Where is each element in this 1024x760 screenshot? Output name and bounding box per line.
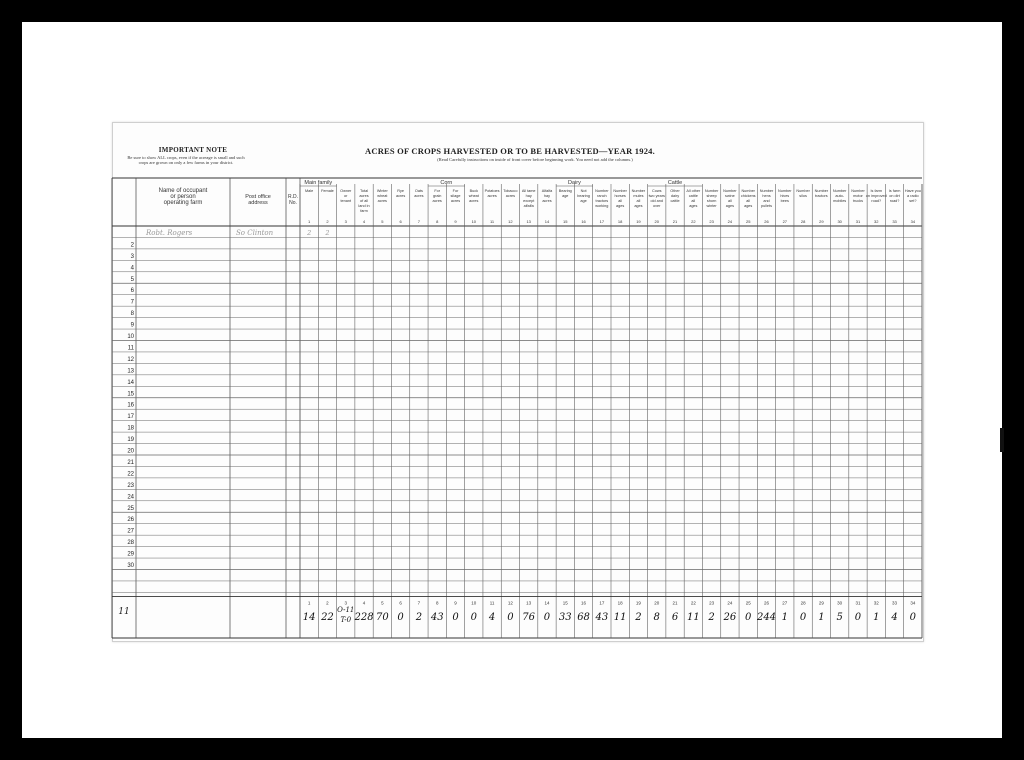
column-header-label: mules — [633, 194, 644, 198]
row-number: 13 — [127, 368, 134, 375]
row-number: 11 — [127, 345, 134, 352]
column-header-label: Alfalfa — [541, 189, 553, 193]
column-header-label: on dirt — [889, 194, 900, 198]
totals-value: 8 — [653, 612, 660, 623]
totals-column-number: 17 — [599, 600, 605, 606]
column-header-label: Bearing — [558, 189, 572, 193]
totals-column-number: 25 — [745, 600, 751, 606]
column-header-label: Number — [613, 189, 627, 193]
column-header-label: acres — [414, 194, 424, 198]
totals-value: 6 — [671, 612, 679, 623]
column-number: 16 — [581, 219, 586, 224]
column-header-label: Not — [580, 189, 587, 193]
column-header-label: ages — [725, 204, 735, 208]
column-header-label: hay — [525, 194, 532, 198]
column-number: 17 — [599, 219, 605, 224]
totals-value: 1 — [873, 612, 880, 623]
column-header-label: bearing — [577, 194, 590, 198]
column-header-label: cattle — [670, 199, 680, 203]
column-number: 33 — [892, 219, 897, 224]
name-header: or person — [170, 194, 196, 200]
column-header-label: trucks — [852, 199, 864, 203]
column-number: 19 — [636, 219, 641, 224]
column-header-label: tenant — [340, 199, 352, 203]
totals-column-number: 20 — [654, 600, 660, 606]
column-number: 9 — [454, 219, 457, 224]
totals-column-number: 3 — [344, 600, 347, 606]
column-header-label: bees — [780, 199, 789, 203]
column-header-label: acres — [395, 194, 406, 198]
column-number: 27 — [782, 219, 788, 224]
column-number: 18 — [617, 219, 623, 224]
totals-value: 0 — [745, 612, 752, 623]
column-number: 7 — [417, 219, 421, 224]
column-header-label: ages — [689, 204, 698, 208]
totals-value: 228 — [354, 612, 374, 623]
totals-column-number: 33 — [892, 600, 898, 606]
column-header-label: Owner — [340, 189, 352, 193]
column-header-label: For — [434, 189, 441, 193]
column-number: 12 — [508, 219, 513, 224]
totals-column-number: 22 — [690, 600, 696, 606]
column-number: 10 — [471, 219, 477, 224]
important-note-title: IMPORTANT NOTE — [158, 146, 228, 154]
totals-value: T-0 — [340, 616, 352, 624]
column-header-label: winter — [706, 204, 717, 208]
column-number: 4 — [362, 219, 366, 224]
column-number: 30 — [837, 219, 842, 224]
row-number: 5 — [130, 276, 134, 283]
column-header-label: chickens — [740, 194, 756, 198]
totals-value: 0 — [799, 612, 807, 623]
film-edge-mark — [1000, 428, 1004, 452]
row-number: 4 — [130, 265, 134, 272]
totals-value: 11 — [613, 612, 627, 623]
totals-value: 70 — [375, 612, 389, 623]
column-number: 13 — [526, 219, 531, 224]
column-header-label: all — [636, 199, 641, 203]
column-number: 26 — [764, 219, 769, 224]
column-header-label: on improved — [865, 194, 887, 198]
totals-column-number: 19 — [635, 600, 641, 606]
column-header-label: hives — [780, 194, 790, 198]
column-header-label: two years — [648, 194, 665, 198]
name-header: operating farm — [163, 200, 203, 206]
totals-column-number: 7 — [417, 600, 421, 606]
column-number: 31 — [855, 219, 861, 224]
totals-value: 68 — [577, 612, 590, 623]
totals-column-number: 8 — [435, 600, 439, 606]
totals-value: 0 — [507, 612, 514, 623]
column-number: 6 — [399, 219, 402, 224]
important-note-text: Be sure to show ALL crops, even if the acreage is small and such crops are grown on only a few farms in your district. — [127, 155, 245, 165]
totals-value: 22 — [321, 612, 334, 623]
column-header-label: Other — [670, 189, 680, 193]
row-number: 26 — [127, 517, 134, 524]
column-header-label: silage — [450, 194, 461, 198]
column-number: 15 — [563, 219, 568, 224]
first-row-address: So Clinton — [236, 228, 274, 237]
form-subtitle: (Read Carefully instructions on inside of front cover before beginning work. You need not add the columns.) — [437, 157, 633, 162]
column-header-label: Number — [759, 189, 774, 193]
column-header-label: wheat — [377, 194, 388, 198]
column-header-label: wheat — [468, 194, 479, 198]
totals-column-number: 5 — [381, 600, 384, 606]
column-header-label: set? — [909, 199, 917, 203]
group-cattle: Cattle — [667, 180, 683, 186]
totals-column-number: 34 — [910, 600, 916, 606]
totals-value: 11 — [686, 612, 700, 623]
column-header-label: all — [728, 199, 732, 203]
row-number: 25 — [127, 505, 134, 512]
column-header-label: Oats — [414, 189, 423, 193]
group-corn: Corn — [440, 180, 453, 186]
row-number: 14 — [127, 379, 134, 386]
column-header-label: Male — [305, 189, 314, 193]
column-header-label: hens — [762, 194, 771, 198]
row-number: 15 — [127, 391, 134, 398]
row-number: 29 — [127, 551, 134, 558]
column-header-label: and — [763, 199, 770, 203]
column-number: 29 — [819, 219, 824, 224]
column-header-label: over — [653, 204, 661, 208]
column-header-label: Number — [741, 189, 755, 193]
row-number: 10 — [127, 334, 134, 340]
row-number: 28 — [127, 540, 134, 547]
column-number: 21 — [672, 219, 678, 224]
column-number: 24 — [727, 219, 733, 224]
row-number: 27 — [127, 528, 134, 535]
column-number: 20 — [654, 219, 659, 224]
totals-value: 43 — [595, 612, 609, 623]
column-header-label: mobiles — [833, 199, 847, 203]
row-number: 3 — [130, 253, 134, 260]
column-number: 28 — [800, 219, 806, 224]
column-header-label: working — [595, 204, 609, 208]
totals-value: 0 — [543, 612, 551, 623]
column-number: 23 — [709, 219, 714, 224]
column-header-label: Tobacco — [503, 189, 518, 193]
totals-value: 0 — [470, 612, 477, 623]
totals-column-number: 9 — [454, 600, 457, 606]
totals-value: 1 — [818, 612, 825, 623]
column-header-label: Number — [723, 189, 737, 193]
column-header-label: silos — [799, 194, 807, 198]
column-number: 14 — [544, 219, 550, 224]
row-number: 19 — [127, 437, 134, 444]
column-header-label: swine — [725, 194, 735, 198]
column-header-label: Winter — [376, 189, 388, 193]
totals-value: 244 — [756, 612, 777, 623]
column-header-label: ranch — [597, 194, 607, 198]
column-header-label: all — [691, 199, 696, 203]
totals-row-label: 11 — [118, 607, 130, 617]
column-header-label: or — [344, 194, 348, 198]
column-header-label: Buck — [469, 189, 479, 193]
totals-column-number: 15 — [562, 600, 568, 606]
column-header-label: Potatoes — [484, 189, 500, 193]
totals-column-number: 4 — [362, 600, 366, 606]
column-header-label: acres — [487, 194, 497, 198]
column-header-label: Number — [851, 189, 865, 193]
column-header-label: cattle — [688, 194, 698, 198]
column-header-label: shorn — [706, 199, 717, 203]
totals-column-number: 24 — [727, 600, 733, 606]
totals-value: 33 — [558, 612, 572, 623]
totals-column-number: 26 — [763, 600, 770, 606]
totals-column-number: 1 — [307, 600, 311, 606]
totals-value: 0 — [397, 612, 404, 623]
row-number: 7 — [130, 299, 134, 306]
totals-value: 0 — [854, 612, 862, 623]
column-header-label: age — [580, 199, 587, 203]
row-number: 23 — [127, 482, 134, 489]
row-number: 30 — [127, 563, 134, 569]
column-header-label: farm — [360, 209, 368, 213]
column-header-label: sheep — [706, 194, 717, 198]
totals-value: 43 — [430, 612, 444, 623]
totals-column-number: 29 — [818, 600, 824, 606]
address-header: address — [248, 200, 268, 206]
column-header-label: ages — [616, 204, 625, 208]
totals-column-number: 2 — [326, 600, 329, 606]
totals-column-number: 31 — [855, 600, 861, 606]
totals-column-number: 16 — [581, 600, 587, 606]
column-header-label: ages — [634, 204, 643, 208]
column-header-label: of all — [360, 199, 369, 203]
column-header-label: Female — [321, 189, 334, 193]
row-number: 22 — [127, 471, 134, 478]
form-title: ACRES OF CROPS HARVESTED OR TO BE HARVESTED—YEAR 1924. — [365, 146, 655, 156]
column-header-label: Cows — [651, 189, 662, 193]
column-number: 3 — [344, 219, 347, 224]
row-number: 6 — [130, 288, 134, 295]
totals-value: 1 — [781, 612, 788, 623]
totals-value: 76 — [522, 612, 536, 623]
row-number: 21 — [127, 459, 134, 466]
column-header-label: Number — [778, 189, 792, 193]
totals-column-number: 27 — [782, 600, 788, 606]
column-header-label: acres — [450, 199, 461, 203]
column-header-label: all — [618, 199, 623, 203]
totals-column-number: 14 — [544, 600, 550, 606]
totals-column-number: 23 — [709, 600, 715, 606]
column-header-label: Have you — [904, 189, 921, 193]
column-header-label: For — [452, 189, 459, 193]
column-header-label: Rye — [397, 189, 405, 193]
column-number: 2 — [326, 219, 329, 224]
address-header: Post office — [245, 194, 271, 200]
totals-value: 0 — [909, 612, 917, 623]
column-header-label: hay — [543, 194, 551, 198]
column-header-label: age — [562, 194, 569, 198]
column-header-label: acres — [432, 199, 442, 203]
column-header-label: acres — [469, 199, 479, 203]
row-number: 16 — [127, 402, 134, 409]
totals-value: 5 — [836, 612, 843, 623]
first-row-value: 2 — [307, 228, 312, 237]
row-number: 9 — [130, 322, 134, 329]
column-header-label: all — [746, 199, 751, 203]
column-header-label: Number — [814, 189, 829, 193]
column-header-label: pullets — [761, 204, 772, 208]
totals-value: O-11 — [337, 606, 355, 614]
column-header-label: ages — [744, 204, 753, 208]
column-header-label: Number — [796, 189, 810, 193]
column-header-label: old and — [650, 199, 663, 203]
column-header-label: alfalfa — [523, 204, 534, 208]
column-header-label: acres — [359, 194, 369, 198]
column-header-label: acres — [542, 199, 552, 203]
column-header-label: land in — [358, 204, 370, 208]
row-number: 18 — [127, 425, 134, 432]
totals-column-number: 11 — [489, 600, 495, 606]
column-header-label: motor — [853, 194, 863, 198]
row-number: 12 — [127, 356, 134, 363]
column-number: 25 — [745, 219, 751, 224]
group-dairy: Dairy — [567, 180, 581, 186]
column-header-label: dairy — [670, 194, 680, 198]
rd-header: No. — [289, 200, 297, 206]
column-header-label: road? — [889, 199, 900, 203]
totals-column-number: 30 — [837, 600, 843, 606]
column-header-label: Is farm — [870, 189, 883, 193]
column-header-label: All tame — [521, 189, 536, 193]
column-header-label: a radio — [907, 194, 919, 198]
totals-value: 26 — [723, 612, 737, 623]
column-header-label: horses — [614, 194, 626, 198]
column-header-label: Number — [704, 189, 719, 193]
column-header-label: acres — [377, 199, 387, 203]
totals-column-number: 28 — [800, 600, 806, 606]
name-header: Name of occupant — [158, 188, 208, 194]
totals-column-number: 18 — [617, 600, 623, 606]
rd-header: R.D. — [288, 194, 298, 200]
totals-column-number: 21 — [672, 600, 678, 606]
row-number: 8 — [130, 311, 134, 318]
column-number: 5 — [381, 219, 384, 224]
column-header-label: tractors — [815, 194, 828, 198]
column-header-label: Number — [631, 189, 646, 193]
row-number: 17 — [127, 414, 134, 421]
column-number: 34 — [910, 219, 916, 224]
row-number: 24 — [127, 494, 134, 501]
column-header-label: Total — [360, 189, 369, 193]
totals-value: 0 — [452, 612, 459, 623]
column-number: 11 — [490, 219, 495, 224]
column-number: 22 — [691, 219, 696, 224]
first-row-name: Robt. Rogers — [146, 228, 193, 237]
column-header-label: Number — [595, 189, 609, 193]
first-row-value: 2 — [325, 228, 330, 237]
column-header-label: grain — [432, 194, 442, 198]
totals-value: 14 — [302, 612, 316, 623]
totals-column-number: 10 — [471, 600, 477, 606]
totals-column-number: 32 — [873, 600, 879, 606]
totals-value: 4 — [488, 612, 496, 623]
column-header-label: except — [523, 199, 535, 203]
column-header-label: Is farm — [888, 189, 901, 193]
row-number: 2 — [130, 242, 134, 249]
totals-column-number: 12 — [507, 600, 513, 606]
column-number: 8 — [436, 219, 439, 224]
column-header-label: Number — [832, 189, 847, 193]
column-header-label: auto- — [835, 194, 845, 198]
totals-value: 2 — [415, 612, 423, 623]
column-header-label: tractors — [595, 199, 609, 203]
column-header-label: road? — [871, 199, 882, 203]
column-number: 32 — [874, 219, 879, 224]
group-main-family: Main family — [304, 180, 333, 186]
column-header-label: acres — [505, 194, 516, 198]
totals-value: 2 — [708, 612, 715, 623]
row-number: 20 — [127, 448, 134, 455]
column-number: 1 — [308, 219, 311, 224]
totals-column-number: 13 — [526, 600, 532, 606]
totals-value: 4 — [891, 612, 898, 623]
totals-value: 2 — [635, 612, 642, 623]
totals-column-number: 6 — [399, 600, 402, 606]
column-header-label: All other — [686, 189, 701, 193]
